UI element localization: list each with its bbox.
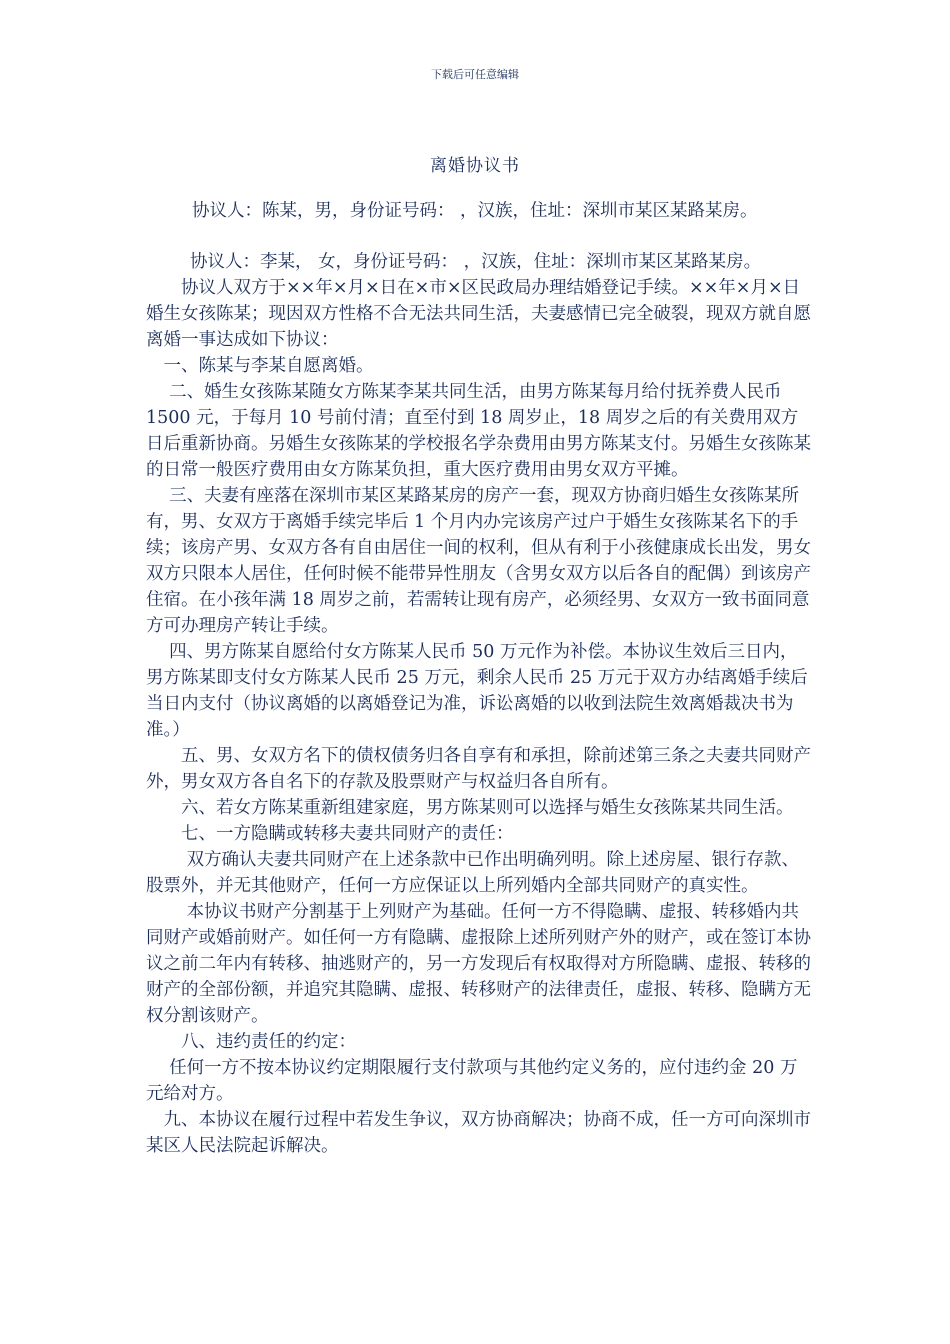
clause-4: 四、男方陈某自愿给付女方陈某人民币 50 万元作为补偿。本协议生效后三日内，男方陈某即支付女方陈某人民币 25 万元，剩余人民币 25 万元于双方办结离婚手续后当日内支付（协议离婚的以离婚登记为准，诉讼离婚的以收到法院生效离婚裁决书为准。） <box>146 642 808 740</box>
document-title: 离婚协议书 <box>430 156 520 176</box>
clause-6: 六、若女方陈某重新组建家庭，男方陈某则可以选择与婚生女孩陈某共同生活。 <box>146 798 794 818</box>
clause-1: 一、陈某与李某自愿离婚。 <box>146 356 374 376</box>
clause-8-heading: 八、违约责任的约定： <box>146 1032 356 1052</box>
agreement-body <box>146 275 814 1159</box>
clause-3: 三、夫妻有座落在深圳市某区某路某房的房产一套，现双方协商归婚生女孩陈某所有，男、女双方于离婚手续完毕后 1 个月内办完该房产过户于婚生女孩陈某名下的手续；该房产男、女双方各有自由居住一间的权利，但从有利于小孩健康成长出发，男女双方只限本人居住，任何时候不能带异性朋友（含男女双方以后各自的配偶）到该房产住宿。在小孩年满 18 周岁之前，若需转让现有房产，必须经男、女双方一致书面同意方可办理房产转让手续。 <box>146 486 811 636</box>
clause-7-heading: 七、一方隐瞒或转移夫妻共同财产的责任： <box>146 824 514 844</box>
clause-2: 二、婚生女孩陈某随女方陈某李某共同生活，由男方陈某每月给付抚养费人民币 1500 元，于每月 10 号前付清；直至付到 18 周岁止，18 周岁之后的有关费用双方日后重新协商。另婚生女孩陈某的学校报名学杂费用由男方陈某支付。另婚生女孩陈某的日常一般医疗费用由女方陈某负担，重大医疗费用由男女双方平摊。 <box>146 382 811 480</box>
intro-paragraph: 协议人双方于××年×月×日在×市×区民政局办理结婚登记手续。××年×月×日婚生女孩陈某；现因双方性格不合无法共同生活，夫妻感情已完全破裂，现双方就自愿离婚一事达成如下协议： <box>146 278 811 350</box>
clause-8-paragraph: 任何一方不按本协议约定期限履行支付款项与其他约定义务的，应付违约金 20 万元给对方。 <box>146 1058 798 1104</box>
clause-7-paragraph-2: 本协议书财产分割基于上列财产为基础。任何一方不得隐瞒、虚报、转移婚内共同财产或婚前财产。如任何一方有隐瞒、虚报除上述所列财产外的财产，或在签订本协议之前二年内有转移、抽逃财产的，另一方发现后有权取得对方所隐瞒、虚报、转移的财产的全部份额，并追究其隐瞒、虚报、转移财产的法律责任，虚报、转移、隐瞒方无权分割该财产。 <box>146 902 811 1026</box>
clause-7-paragraph-1: 双方确认夫妻共同财产在上述条款中已作出明确列明。除上述房屋、银行存款、股票外，并无其他财产，任何一方应保证以上所列婚内全部共同财产的真实性。 <box>146 850 800 896</box>
header-note: 下载后可任意编辑 <box>431 68 519 81</box>
clause-5: 五、男、女双方名下的债权债务归各自享有和承担，除前述第三条之夫妻共同财产外，男女双方各自名下的存款及股票财产与权益归各自所有。 <box>146 746 811 792</box>
party-b-line: 协议人：李某， 女，身份证号码： ，汉族，住址：深圳市某区某路某房。 <box>190 252 762 272</box>
party-a-line: 协议人：陈某，男，身份证号码： ，汉族，住址：深圳市某区某路某房。 <box>192 201 758 221</box>
clause-9: 九、本协议在履行过程中若发生争议，双方协商解决；协商不成，任一方可向深圳市某区人民法院起诉解决。 <box>146 1110 811 1156</box>
